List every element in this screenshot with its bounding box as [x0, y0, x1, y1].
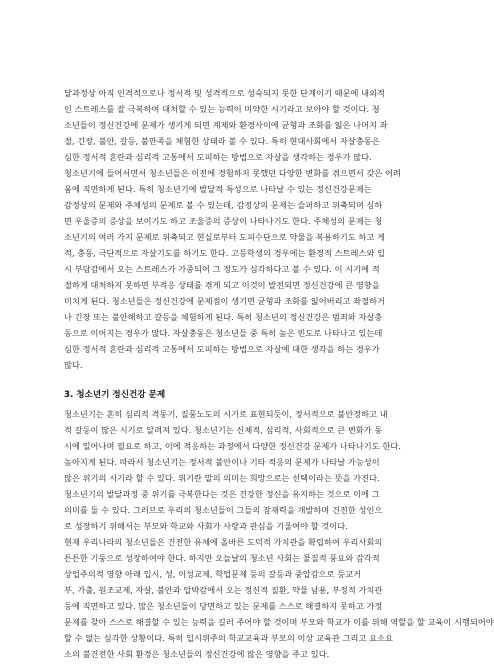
section-heading: 3. 청소년기 정신건강 문제: [64, 390, 166, 400]
paragraph-1: [64, 85, 410, 165]
text-line: 많은 위기의 시기라 할 수 있다. 위기란 말의 의미는 희망으로는 선택이라는 뜻을 가진다.: [64, 473, 380, 483]
text-line: 나 긴장 또는 불안해하고 갈등을 체험하게 된다. 특히 청소년의 정신건강은 범죄와 자살충: [64, 312, 383, 322]
text-line: 할 수 없는 심각한 상황이다. 특히 입시위주의 학교교육과 부모의 이상 교육관 그리고 요소요: [64, 633, 393, 643]
text-line: 로 성장하기 위해서는 부모와 학교와 사회가 사랑과 관심을 기울여야 할 것이다.: [64, 521, 348, 531]
text-line: 적, 충동, 극단적으로 자살기도를 하기도 한다. 고등학생의 경우에는 환경적 스트레스와 입: [64, 248, 386, 258]
text-line: 소년들이 정신건강에 문제가 생기게 되면 계제와 환경사이에 균형과 조화를 잃은 나머지 좌: [64, 120, 388, 130]
section-3: [64, 387, 410, 403]
text-line: 등에 직면하고 있다. 많은 청소년들이 당면하고 있는 문제를 스스로 해결하지 못하고 가정: [64, 601, 383, 611]
text-line: 미치게 된다. 청소년들은 정신건강에 문제점이 생기면 균형과 조화를 잃어버리고 좌절하거: [64, 296, 386, 306]
text-line: 시 부담감에서 오는 스트레스가 가중되어 그 정도가 심각하다고 볼 수 있다. 이 시기에 적: [64, 264, 380, 274]
text-line: 소년기의 여러 가지 문제로 위축되고 현실로부터 도피수단으로 약물을 복용하기도 하고 게: [64, 232, 386, 242]
text-line: 소의 불건전한 사회 환경은 청소년들의 정신건강에 많은 영향을 주고 있다.: [64, 649, 330, 659]
text-line: 많다.: [64, 360, 83, 370]
section-3-paragraph-2: [64, 534, 494, 662]
text-line: 높아지게 된다. 따라서 청소년기는 정서적 불안이나 기타 적응의 문제가 나타날 가능성이: [64, 457, 380, 467]
text-line: 상업주의적 영향 아래 입시, 성, 이성교제, 학업문제 등의 갈등과 중압감으로 등교거: [64, 569, 362, 579]
text-line: 감정상의 문제와 주체성의 문제로 볼 수 있는데, 감정상의 문제는 슬퍼하고 위축되며 심하: [64, 200, 383, 210]
text-line: 의미를 둘 수 있다. 그러므로 우리의 청소년들이 그들의 잠재력을 개발하며 건전한 성인으: [64, 505, 383, 515]
text-line: 절, 긴장, 불안, 갈등, 불만족을 체험한 상태라 볼 수 있다. 특히 현대사회에서 자살충동은: [64, 136, 380, 146]
text-line: 청소년기의 발달과정 중 위기를 극복한다는 것은 건강한 정신을 유지하는 것으로 이에 그: [64, 489, 380, 499]
text-line: 부, 가출, 원조교제, 자살, 불안과 압박감에서 오는 정신적 질환, 약물 남용, 부정적 가치관: [64, 585, 383, 595]
text-line: 달과정상 아직 인격적으로나 정서적 및 성격적으로 성숙되지 못한 단계이기 때문에 내외적: [64, 88, 386, 98]
section-3-paragraph-1: [64, 406, 410, 534]
text-line: 청소년기는 흔히 심리적 격동기, 질풍노도의 시기로 표현되듯이, 정서적으로 불안정하고 내: [64, 409, 388, 419]
text-line: 심한 정서적 혼란과 심리적 고통에서 도피하는 방법으로 자살에 대한 생각을 하는 경우가: [64, 344, 380, 354]
text-line: 절하게 대처하지 못하면 부적응 상태를 겪게 되고 이것이 발전되면 정신건강에 큰 영향을: [64, 280, 380, 290]
text-line: 튼튼한 기둥으로 성장하여야 한다. 하지만 오늘날의 청소년 사회는 물질적 풍요와 감각적: [64, 553, 380, 563]
text-line: 면 우울증의 증상을 보이기도 하고 조울증의 증상이 나타나기도 한다. 주체성의 문제는 청: [64, 216, 383, 226]
text-line: 심한 정서적 혼란과 심리적 고통에서 도피하는 방법으로 자살을 생각하는 경우가 많다.: [64, 152, 372, 162]
text-line: 움에 직면하게 된다. 특히 청소년기에 발달적 특성으로 나타날 수 있는 정신건강문제는: [64, 184, 372, 194]
text-line: 동으로 이어지는 경우가 많다. 자살충동은 청소년들 중 특히 높은 빈도로 나타나고 있는데: [64, 328, 383, 338]
text-line: 청소년기에 들어서면서 청소년들은 이전에 경험하지 못했던 다양한 변화를 겪으면서 갖은 어려: [64, 168, 401, 178]
text-line: 적 갈등이 많은 시기로 알려져 있다. 청소년기는 신체적, 심리적, 사회적으로 큰 변화가 동: [64, 425, 383, 435]
text-line: 현재 우리나라의 청소년들은 건전한 유체에 올바른 도덕적 가치관을 확립하여 우리사회의: [64, 537, 383, 547]
text-line: 시에 일어나며 필요로 하고, 이에 적응하는 과정에서 다양한 정신건강 문제가 나타나기도 한다.: [64, 441, 401, 451]
text-line: 인 스트레스를 잘 극복하여 대처할 수 있는 능력이 미약한 시기라고 보아야 할 것이다. 청: [64, 104, 380, 114]
text-line: 문제를 찾아 스스로 해결할 수 있는 능력을 길러 주어야 할 것이며 부모와 학교가 이를 위해 역할을 할 교육이 시행되어야: [64, 617, 494, 627]
paragraph-2: [64, 165, 410, 373]
